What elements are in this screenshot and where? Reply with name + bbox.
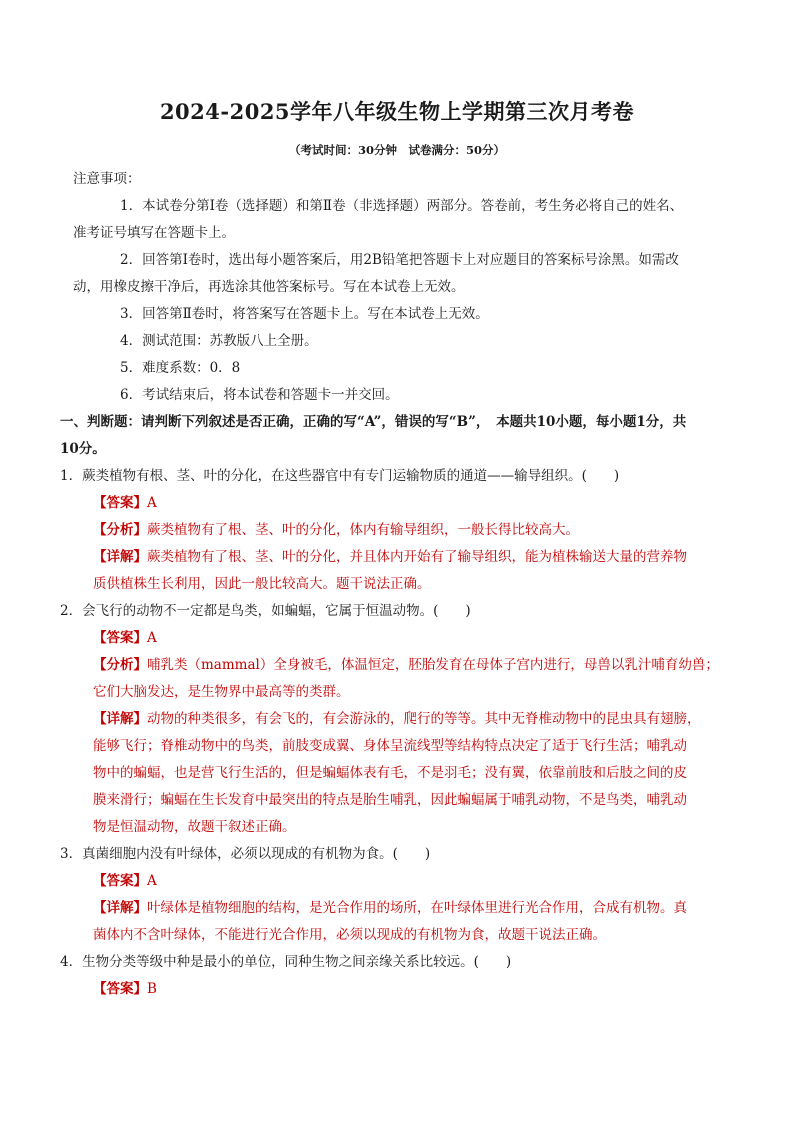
answer-tag: 【答案】: [93, 981, 147, 997]
answer-line: [73, 625, 723, 652]
notice-item: 2．回答第Ⅰ卷时，选出每小题答案后，用2B铅笔把答题卡上对应题目的答案标号涂黑。如需改: [120, 252, 679, 268]
answer-value: A: [147, 495, 157, 511]
detail-text-cont: 质供植株生长利用，因此一般比较高大。题干说法正确。: [93, 576, 431, 592]
detail-line: [73, 895, 723, 922]
page-title: 2024-2025学年八年级生物上学期第三次月考卷: [159, 99, 635, 124]
question-1: 1．蕨类植物有根、茎、叶的分化，在这些器官中有专门运输物质的通道——输导组织。( ): [60, 468, 620, 484]
notice-item: 5．难度系数：0．8: [120, 360, 241, 376]
analysis-tag: 【分析】: [93, 522, 147, 538]
answer-tag: 【答案】: [93, 630, 147, 646]
detail-text-cont: 物是恒温动物，故题干叙述正确。: [93, 819, 296, 835]
detail-line: [73, 706, 723, 733]
detail-line: [73, 544, 723, 571]
document-body: [60, 166, 723, 1003]
answer-value: A: [147, 630, 157, 646]
exam-info: （考试时间：30分钟 试卷满分：50分）: [288, 143, 505, 157]
detail-tag: 【详解】: [93, 549, 147, 565]
question-2: 2．会飞行的动物不一定都是鸟类，如蝙蝠，它属于恒温动物。( ): [60, 603, 471, 619]
analysis-tag: 【分析】: [93, 657, 147, 673]
detail-text-cont: 膜来滑行；蝙蝠在生长发育中最突出的特点是胎生哺乳，因此蝙蝠属于哺乳动物，不是鸟类，哺乳动: [93, 792, 687, 808]
notice-item: 6．考试结束后，将本试卷和答题卡一并交回。: [120, 387, 399, 403]
detail-text: 动物的种类很多，有会飞的，有会游泳的，爬行的等等。其中无脊椎动物中的昆虫具有翅膀，: [147, 711, 701, 727]
detail-text: 蕨类植物有了根、茎、叶的分化，并且体内开始有了输导组织，能为植株输送大量的营养物: [147, 549, 687, 565]
notice-item: 3．回答第Ⅱ卷时，将答案写在答题卡上。写在本试卷上无效。: [120, 306, 489, 322]
question-3: 3．真菌细胞内没有叶绿体，必须以现成的有机物为食。( ): [60, 846, 431, 862]
notice-heading: 注意事项：: [73, 171, 141, 187]
answer-line: [73, 868, 723, 895]
notice-item: 1．本试卷分第Ⅰ卷（选择题）和第Ⅱ卷（非选择题）两部分。答卷前，考生务必将自己的姓名、: [120, 198, 684, 214]
answer-tag: 【答案】: [93, 495, 147, 511]
answer-value: A: [147, 873, 157, 889]
detail-text-cont: 菌体内不含叶绿体，不能进行光合作用，必须以现成的有机物为食，故题干说法正确。: [93, 927, 606, 943]
answer-line: [73, 976, 723, 1003]
question-4: 4．生物分类等级中种是最小的单位，同种生物之间亲缘关系比较远。( ): [60, 954, 512, 970]
detail-text-cont: 能够飞行；脊椎动物中的鸟类，前肢变成翼、身体呈流线型等结构特点决定了适于飞行生活；哺乳动: [93, 738, 687, 754]
notice-item: 4．测试范围：苏教版八上全册。: [120, 333, 318, 349]
answer-line: [73, 490, 723, 517]
analysis-line: [73, 652, 723, 679]
section-heading-cont: 10分。: [60, 441, 106, 457]
answer-value: B: [147, 981, 157, 997]
detail-tag: 【详解】: [93, 900, 147, 916]
analysis-text: 哺乳类（mammal）全身被毛，体温恒定，胚胎发育在母体子宫内进行，母兽以乳汁哺育幼兽；: [147, 657, 719, 673]
analysis-text-cont: 它们大脑发达，是生物界中最高等的类群。: [93, 684, 350, 700]
notice-item-cont: 动，用橡皮擦干净后，再选涂其他答案标号。写在本试卷上无效。: [73, 279, 465, 295]
detail-text-cont: 物中的蝙蝠，也是营飞行生活的，但是蝙蝠体表有毛，不是羽毛；没有翼，依靠前肢和后肢之间的皮: [93, 765, 687, 781]
analysis-text: 蕨类植物有了根、茎、叶的分化，体内有输导组织，一般长得比较高大。: [147, 522, 579, 538]
section-heading: 一、判断题：请判断下列叙述是否正确，正确的写“A”，错误的写“B”， 本题共10小题，每小题1分，共: [60, 414, 687, 430]
analysis-line: [73, 517, 723, 544]
notice-item-cont: 准考证号填写在答题卡上。: [73, 225, 235, 241]
detail-tag: 【详解】: [93, 711, 147, 727]
detail-text: 叶绿体是植物细胞的结构，是光合作用的场所，在叶绿体里进行光合作用，合成有机物。真: [147, 900, 687, 916]
answer-tag: 【答案】: [93, 873, 147, 889]
